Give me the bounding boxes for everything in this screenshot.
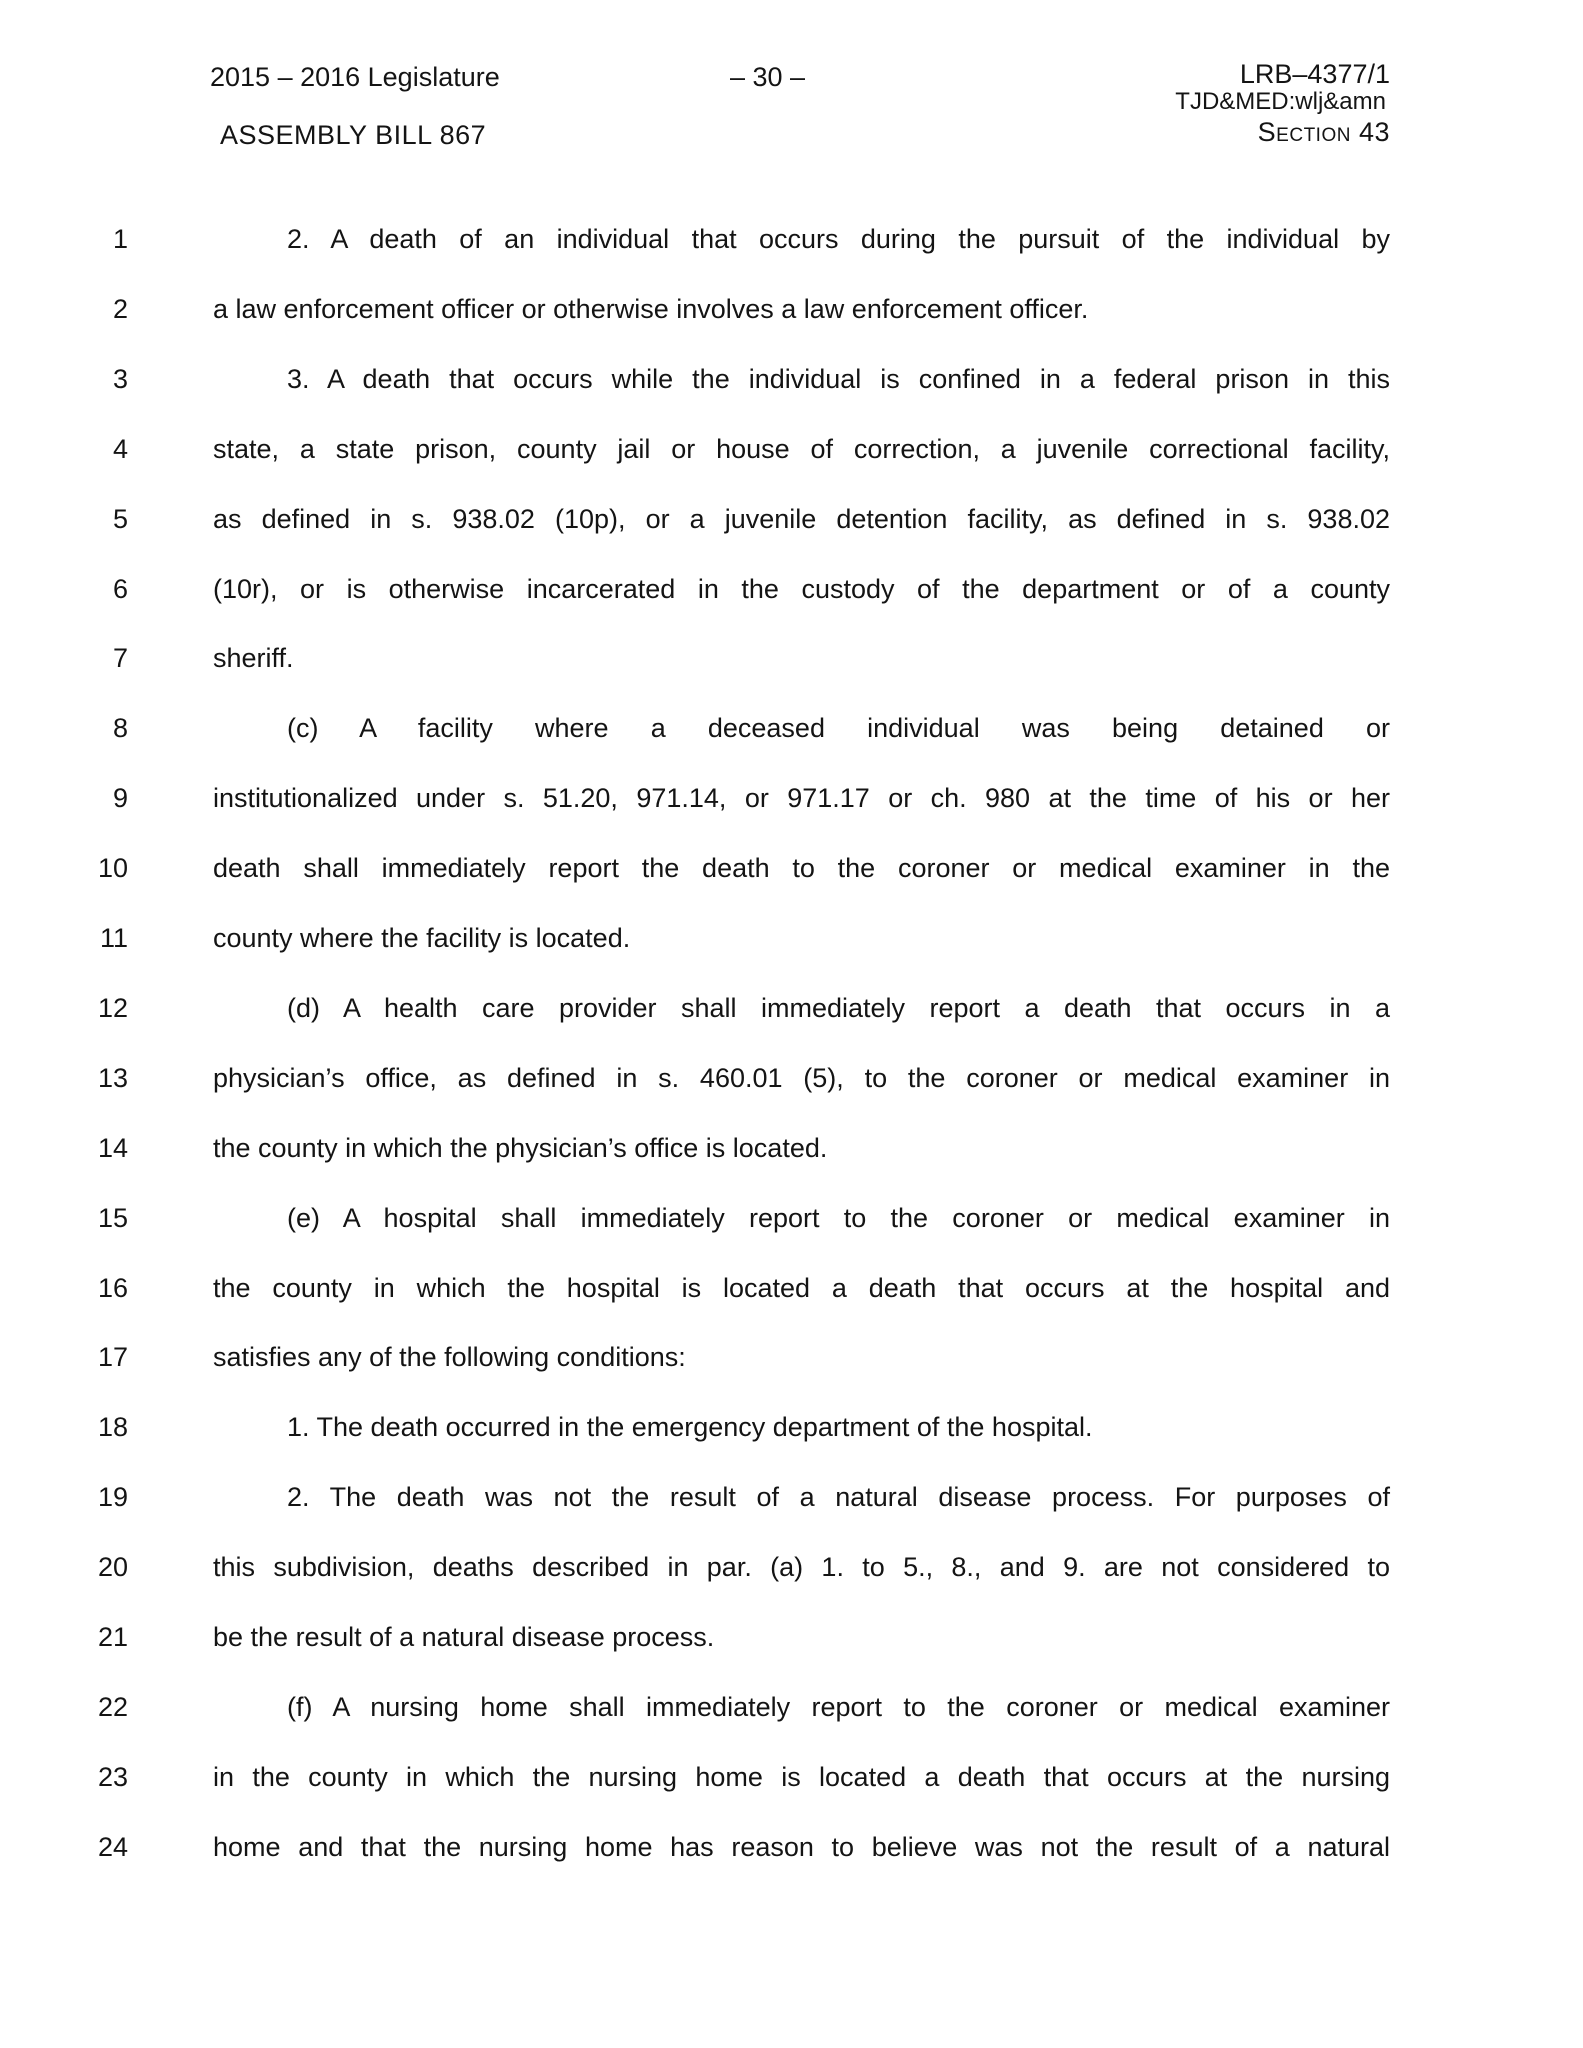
line-number: 19 [97,1482,128,1512]
bill-text-line: as defined in s. 938.02 (10p), or a juvenile detention facility, as defined in s. 938.02 [213,504,1390,534]
bill-text-line: 2. The death was not the result of a natural disease process. For purposes of [287,1482,1390,1512]
bill-text-line: 1. The death occurred in the emergency department of the hospital. [287,1412,1093,1442]
line-number: 6 [112,574,128,604]
bill-text-line: (f) A nursing home shall immediately report to the coroner or medical examiner [287,1692,1390,1722]
line-number: 14 [97,1133,128,1163]
line-number: 12 [97,993,128,1023]
legislature-session: 2015 – 2016 Legislature [210,62,500,92]
bill-text-line: (d) A health care provider shall immediately report a death that occurs in a [287,993,1390,1023]
bill-text-line: (10r), or is otherwise incarcerated in the custody of the department or of a county [213,574,1390,604]
line-number: 11 [99,923,128,953]
page-number: – 30 – [730,62,806,92]
line-number: 7 [112,643,128,673]
bill-text-line: home and that the nursing home has reason to believe was not the result of a natural [213,1832,1390,1862]
lrb-number: LRB–4377/1 [1239,59,1390,89]
bill-text-line: state, a state prison, county jail or house of correction, a juvenile correctional facility, [213,434,1390,464]
line-number: 22 [97,1692,128,1722]
line-number: 4 [112,434,128,464]
bill-text-line: physician’s office, as defined in s. 460.01 (5), to the coroner or medical examiner in [213,1063,1390,1093]
line-number: 2 [112,294,128,324]
bill-text-line: the county in which the physician’s office is located. [213,1133,828,1163]
section-number: Section 43 [1257,117,1390,147]
line-number: 23 [97,1762,128,1792]
bill-text-line: 2. A death of an individual that occurs during the pursuit of the individual by [287,224,1390,254]
bill-text-line: institutionalized under s. 51.20, 971.14, or 971.17 or ch. 980 at the time of his or her [213,783,1390,813]
line-number: 17 [97,1342,128,1372]
line-number: 20 [97,1552,128,1582]
bill-text-line: a law enforcement officer or otherwise involves a law enforcement officer. [213,294,1089,324]
line-number: 9 [112,783,128,813]
line-number: 13 [97,1063,128,1093]
line-number: 16 [97,1273,128,1303]
bill-text-line: 3. A death that occurs while the individual is confined in a federal prison in this [287,364,1390,394]
bill-text-line: this subdivision, deaths described in par. (a) 1. to 5., 8., and 9. are not considered to [213,1552,1390,1582]
line-number: 15 [97,1203,128,1233]
line-number: 18 [97,1412,128,1442]
bill-text-line: county where the facility is located. [213,923,631,953]
line-number: 10 [97,853,128,883]
bill-text-line: in the county in which the nursing home is located a death that occurs at the nursing [213,1762,1390,1792]
bill-text-line: death shall immediately report the death to the coroner or medical examiner in the [213,853,1390,883]
line-number: 21 [97,1622,128,1652]
bill-text-line: (c) A facility where a deceased individual was being detained or [287,713,1390,743]
line-number: 8 [112,713,128,743]
line-number: 5 [112,504,128,534]
bill-text-line: sheriff. [213,643,294,673]
bill-text-line: be the result of a natural disease process. [213,1622,715,1652]
bill-text-line: the county in which the hospital is located a death that occurs at the hospital and [213,1273,1390,1303]
line-number: 3 [112,364,128,394]
bill-text-line: (e) A hospital shall immediately report to the coroner or medical examiner in [287,1203,1390,1233]
line-number: 24 [97,1832,128,1862]
bill-text-line: satisfies any of the following conditions: [213,1342,686,1372]
line-number: 1 [112,224,128,254]
drafter-initials: TJD&MED:wlj&amn [1175,88,1386,115]
bill-number: ASSEMBLY BILL 867 [220,120,487,150]
